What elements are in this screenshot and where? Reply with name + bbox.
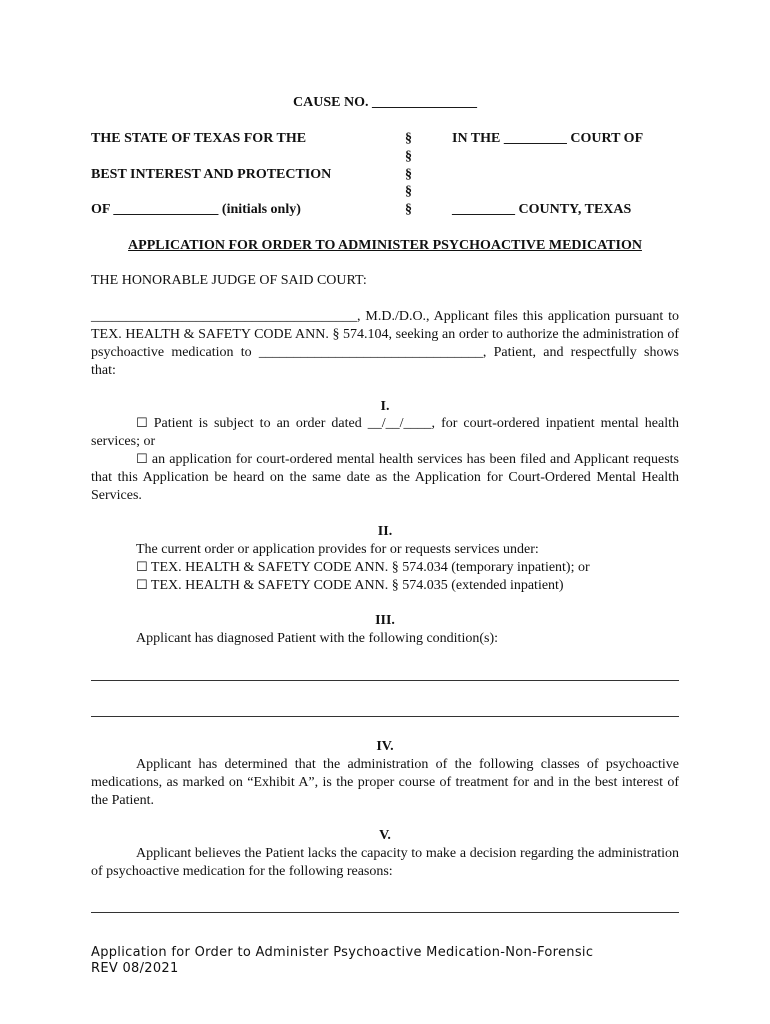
section-2-option-1-text: TEX. HEALTH & SAFETY CODE ANN. § 574.034 (temporary inpatient); or (150, 560, 590, 575)
section-4-heading: IV. (376, 739, 394, 754)
section-2-lead: The current order or application provides for or requests services under: (136, 542, 539, 557)
section-2-heading: II. (377, 524, 393, 539)
cause-number: CAUSE NO. _______________ (293, 95, 477, 110)
reasons-blank-line[interactable] (91, 912, 679, 913)
section-5-heading: V. (379, 828, 391, 843)
section-2-option-2-text: TEX. HEALTH & SAFETY CODE ANN. § 574.035 (extended inpatient) (150, 578, 564, 593)
footer-form-title: Application for Order to Administer Psychoactive Medication-Non-Forensic (91, 945, 594, 960)
checkbox-icon[interactable]: ☐ (136, 452, 148, 467)
section-3-lead: Applicant has diagnosed Patient with the following condition(s): (136, 631, 498, 646)
condition-blank-line[interactable] (91, 680, 679, 681)
section-2-option-1 (136, 559, 590, 577)
checkbox-icon[interactable]: ☐ (136, 578, 148, 593)
caption-right-line1: IN THE _________ COURT OF (452, 131, 644, 146)
caption-right-line2: _________ COUNTY, TEXAS (452, 202, 632, 217)
checkbox-icon[interactable]: ☐ (136, 416, 148, 431)
section-1-option-1-text: Patient is subject to an order dated __/__/____, for court-ordered inpatient mental health services; or (91, 416, 680, 449)
section-1-option-2 (91, 451, 679, 505)
caption-left-line1: THE STATE OF TEXAS FOR THE (91, 131, 307, 146)
salutation: THE HONORABLE JUDGE OF SAID COURT: (91, 273, 367, 288)
section-1-option-2-text: an application for court-ordered mental health services has been filed and Applicant requests that this Application be heard on the same date as the Application for Court-Ordered Mental Health Services. (91, 452, 679, 503)
footer-revision: REV 08/2021 (91, 961, 179, 976)
section-1-heading: I. (380, 399, 390, 414)
section-5-paragraph: Applicant believes the Patient lacks the capacity to make a decision regarding the administration of psychoactive medication for the following reasons: (91, 846, 679, 879)
document-title: APPLICATION FOR ORDER TO ADMINISTER PSYCHOACTIVE MEDICATION (128, 238, 642, 253)
section-symbol: § (405, 131, 412, 146)
section-1-option-1 (91, 415, 679, 451)
section-2-option-2 (136, 577, 564, 595)
section-symbol: § (405, 184, 412, 199)
condition-blank-line[interactable] (91, 716, 679, 717)
section-3-heading: III. (375, 613, 395, 628)
checkbox-icon[interactable]: ☐ (136, 560, 148, 575)
caption-left-line3: OF _______________ (initials only) (91, 202, 301, 217)
intro-paragraph: ______________________________________, M.D./D.O., Applicant files this application pursuant to TEX. HEALTH & SAFETY CODE ANN. § 574.104, seeking an order to authorize the administration of psychoactive medication to ________________________________, Patient, and respectfully shows that: (91, 309, 679, 378)
section-4-paragraph: Applicant has determined that the administration of the following classes of psychoactive medications, as marked on “Exhibit A”, is the proper course of treatment for and in the best interest of the Patient. (91, 757, 679, 808)
section-symbol: § (405, 202, 412, 217)
caption-left-line2: BEST INTEREST AND PROTECTION (91, 167, 332, 182)
section-symbol: § (405, 167, 412, 182)
section-symbol: § (405, 149, 412, 164)
